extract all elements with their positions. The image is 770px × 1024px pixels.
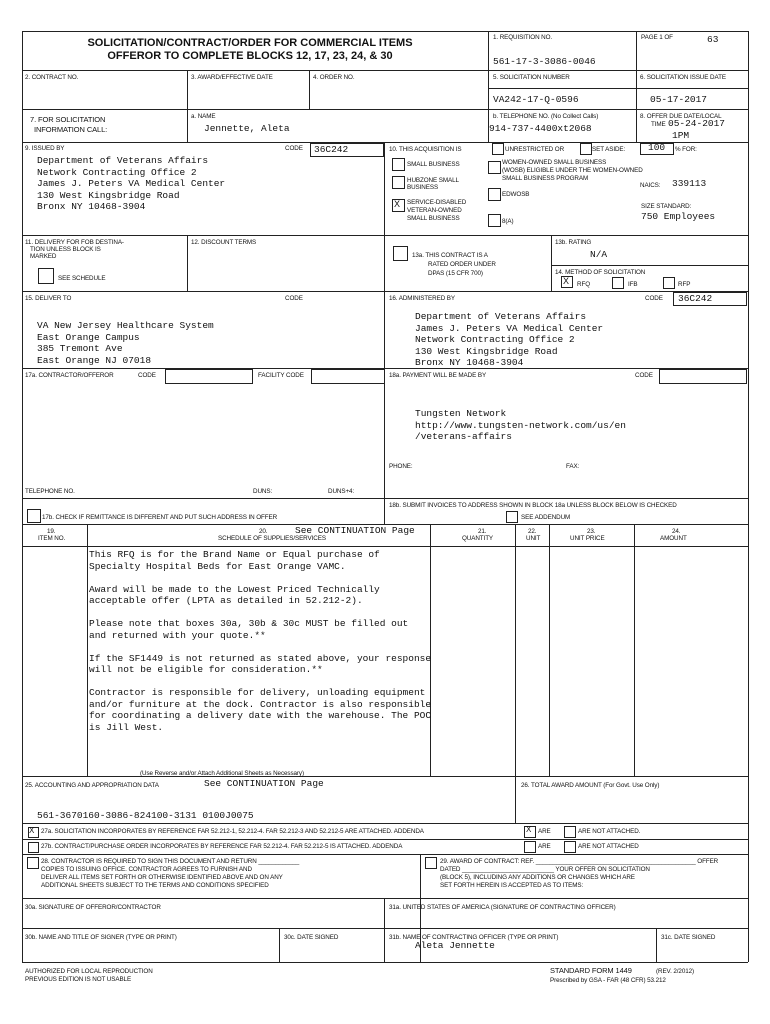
clause-28-line1: 28. CONTRACTOR IS REQUIRED TO SIGN THIS DOCUMENT AND RETURN ____________ [41, 858, 300, 865]
sdvosb-label1: SERVICE-DISABLED [407, 199, 467, 206]
col20-header: SCHEDULE OF SUPPLIES/SERVICES [218, 535, 326, 542]
small-business-checkbox[interactable] [392, 158, 405, 171]
sdvosb-check-mark: X [394, 199, 400, 209]
small-business-label: SMALL BUSINESS [407, 161, 460, 168]
deliver-line-4: East Orange NJ 07018 [37, 354, 152, 366]
wosb-label3: SMALL BUSINESS PROGRAM [502, 175, 589, 182]
rated-label3: DPAS (15 CFR 700) [428, 270, 483, 277]
payment-code-label: CODE [635, 372, 653, 379]
setaside-label: SET ASIDE: [592, 146, 626, 153]
acquisition-label: 10. THIS ACQUISITION IS [389, 146, 462, 153]
naics-value[interactable]: 339113 [672, 178, 707, 189]
standard-form-label: STANDARD FORM 1449 [550, 966, 632, 975]
submit-invoices-label: 18b. SUBMIT INVOICES TO ADDRESS SHOWN IN BLOCK 18a UNLESS BLOCK BELOW IS CHECKED [389, 502, 677, 509]
schedule-line: If the SF1449 is not returned as stated above, your response [89, 652, 432, 664]
clause-29-line4: SET FORTH HEREIN IS ACCEPTED AS TO ITEMS: [440, 882, 584, 889]
remittance-checkbox[interactable] [27, 509, 41, 523]
schedule-line: and returned with your quote.** [89, 629, 266, 641]
clause-28-checkbox[interactable] [27, 857, 39, 869]
admin-line-1: Department of Veterans Affairs [415, 311, 587, 322]
contact-name-label: a. NAME [191, 113, 216, 120]
form-revision: (REV. 2/2012) [656, 968, 695, 975]
officer-signature-label: 31a. UNITED STATES OF AMERICA (SIGNATURE OF CONTRACTING OFFICER) [389, 904, 616, 911]
time-label: TIME [651, 121, 666, 128]
rated-label2: RATED ORDER UNDER [428, 261, 496, 268]
order-no-label: 4. ORDER NO. [313, 74, 355, 81]
clause-27b-are-label: ARE [538, 843, 551, 850]
payment-line-2: http://www.tungsten-network.com/us/en [415, 419, 626, 431]
clause-28-line2: COPIES TO ISSUING OFFICE. CONTRACTOR AGREES TO FURNISH AND [41, 866, 252, 873]
wosb-label2: (WOSB) ELIGIBLE UNDER THE WOMEN-OWNED [502, 167, 643, 174]
admin-line-3: Network Contracting Office 2 [415, 334, 575, 345]
col23-number: 23. [587, 528, 596, 535]
clause-28-line4: ADDITIONAL SHEETS SUBJECT TO THE TERMS AND CONDITIONS SPECIFIED [41, 882, 269, 889]
admin-line-4: 130 West Kingsbridge Road [415, 345, 558, 357]
rfp-label: RFP [678, 281, 691, 288]
contact-name-value[interactable]: Jennette, Aleta [204, 123, 290, 134]
sdvosb-label2: VETERAN-OWNED [407, 207, 462, 214]
size-standard-label: SIZE STANDARD: [641, 203, 692, 210]
fax-label: FAX: [566, 463, 580, 470]
ifb-label: IFB [628, 281, 638, 288]
clause-29-line2: DATED ___________________________ YOUR OFFER ON SOLICITATION [440, 866, 650, 873]
col19-number: 19. [47, 528, 56, 535]
setaside-pct-value[interactable]: 100 [648, 142, 666, 153]
previous-edition-note: PREVIOUS EDITION IS NOT USABLE [25, 976, 132, 983]
deliver-line-1: VA New Jersey Healthcare System [37, 320, 214, 331]
rfp-checkbox[interactable] [663, 277, 675, 289]
eight-a-checkbox[interactable] [488, 214, 501, 227]
form-title-line2: OFFEROR TO COMPLETE BLOCKS 12, 17, 23, 24, & 30 [107, 50, 393, 62]
accounting-value[interactable]: 561-3670160-3086-824100-3131 0100J0075 [37, 810, 254, 821]
admin-line-5: Bronx NY 10468-3904 [415, 357, 524, 368]
ifb-checkbox[interactable] [612, 277, 624, 289]
accounting-continuation: See CONTINUATION Page [204, 778, 324, 789]
prescribed-by-note: Prescribed by GSA - FAR (48 CFR) 53.212 [550, 977, 666, 984]
issue-date-value[interactable]: 05-17-2017 [650, 94, 708, 105]
offer-due-time[interactable]: 1PM [672, 130, 690, 141]
telephone-no-label: TELEPHONE NO. [25, 488, 75, 495]
edwosb-checkbox[interactable] [488, 188, 501, 201]
col21-number: 21. [478, 528, 487, 535]
form-title-line1: SOLICITATION/CONTRACT/ORDER FOR COMMERCIAL ITEMS [87, 37, 413, 49]
see-addendum-checkbox[interactable] [506, 511, 518, 523]
col23-header: UNIT PRICE [570, 535, 605, 542]
signer-date-label: 30c. DATE SIGNED [284, 934, 339, 941]
schedule-line: Award will be made to the Lowest Priced Technically [89, 583, 380, 595]
contract-no-label: 2. CONTRACT NO. [25, 74, 79, 81]
fob-label1: 11. DELIVERY FOR FOB DESTINA- [25, 239, 124, 246]
clause-29-line1: 29. AWARD OF CONTRACT: REF. _______________________________________________ OFFER [440, 858, 719, 865]
rated-order-checkbox[interactable] [393, 246, 408, 261]
requisition-label: 1. REQUISITION NO. [493, 34, 553, 41]
setaside-pct-label: % FOR: [675, 146, 697, 153]
officer-name-value[interactable]: Aleta Jennette [415, 940, 495, 951]
wosb-label1: WOMEN-OWNED SMALL BUSINESS [502, 159, 607, 166]
issued-line-4: 130 West Kingsbridge Road [37, 189, 180, 201]
issued-line-1: Department of Veterans Affairs [37, 155, 209, 166]
fob-label2: TION UNLESS BLOCK IS [30, 246, 101, 253]
solicitation-method-label: 14. METHOD OF SOLICITATION [555, 269, 646, 276]
size-standard-value[interactable]: 750 Employees [641, 211, 716, 222]
rated-label1: 13a. THIS CONTRACT IS A [412, 252, 488, 259]
col20-number: 20. [259, 528, 268, 535]
hubzone-label2: BUSINESS [407, 184, 439, 191]
schedule-line: will not be eligible for consideration.** [89, 664, 323, 675]
eight-a-label: 8(A) [502, 218, 514, 225]
admin-code-label: CODE [645, 295, 663, 302]
page-total: 63 [707, 34, 719, 45]
schedule-line: Please note that boxes 30a, 30b & 30c MUST be filled out [89, 618, 409, 629]
hubzone-label1: HUBZONE SMALL [407, 177, 459, 184]
issue-date-label: 6. SOLICITATION ISSUE DATE [640, 74, 726, 81]
wosb-checkbox[interactable] [488, 161, 501, 174]
clause-27b-not-checkbox[interactable] [564, 841, 576, 853]
fob-label3: MARKED [30, 253, 57, 260]
clause-27a-not-checkbox[interactable] [564, 826, 576, 838]
col22-header: UNIT [526, 535, 541, 542]
deliver-line-2: East Orange Campus [37, 331, 140, 343]
rating-value[interactable]: N/A [590, 249, 608, 260]
clause-27b-not-label: ARE NOT ATTACHED [578, 843, 639, 850]
facility-code-label: FACILITY CODE [258, 372, 304, 379]
duns4-label: DUNS+4: [328, 488, 355, 495]
telephone-label: b. TELEPHONE NO. (No Collect Calls) [493, 113, 599, 120]
signer-name-label: 30b. NAME AND TITLE OF SIGNER (TYPE OR PRINT) [25, 934, 177, 941]
facility-code-box[interactable] [311, 369, 385, 384]
administered-by-label: 16. ADMINISTERED BY [389, 295, 455, 302]
phone-label: PHONE: [389, 463, 413, 470]
schedule-line: and/or furniture at the dock. Contractor is also responsible [89, 698, 432, 710]
col19-header: ITEM NO. [38, 535, 66, 542]
schedule-line: Specialty Hospital Beds for East Orange VAMC. [89, 560, 346, 572]
duns-label: DUNS: [253, 488, 273, 495]
award-date-label: 3. AWARD/EFFECTIVE DATE [191, 74, 273, 81]
col21-header: QUANTITY [462, 535, 494, 542]
issued-code-label: CODE [285, 145, 303, 152]
contractor-label: 17a. CONTRACTOR/OFFEROR [25, 372, 114, 379]
telephone-value[interactable]: 914-737-4400xt2068 [489, 123, 592, 134]
issued-line-2: Network Contracting Office 2 [37, 166, 197, 178]
col22-number: 22. [528, 528, 537, 535]
page-label: PAGE 1 OF [641, 34, 673, 41]
sdvosb-label3: SMALL BUSINESS [407, 215, 460, 222]
clause-27a-are-mark: X [526, 825, 532, 834]
contractor-code-label: CODE [138, 372, 156, 379]
payment-line-1: Tungsten Network [415, 408, 507, 419]
deliver-code-label: CODE [285, 295, 303, 302]
schedule-line: for coordinating a delivery date with the warehouse. The POC [89, 710, 432, 721]
clause-29-line3: (BLOCK 5), INCLUDING ANY ADDITIONS OR CHANGES WHICH ARE [440, 874, 635, 881]
issued-code-value[interactable]: 36C242 [314, 144, 349, 155]
schedule-line: acceptable offer (LPTA as detailed in 52.212-2). [89, 595, 363, 606]
unrestricted-checkbox[interactable] [492, 143, 504, 155]
clause-27a-not-label: ARE NOT ATTACHED. [578, 828, 641, 835]
remittance-label: 17b. CHECK IF REMITTANCE IS DIFFERENT AND PUT SUCH ADDRESS IN OFFER [42, 514, 278, 521]
clause-27b-checkbox[interactable] [28, 842, 39, 853]
schedule-continuation: See CONTINUATION Page [295, 525, 415, 536]
admin-line-2: James J. Peters VA Medical Center [415, 322, 604, 334]
offer-due-date[interactable]: 05-24-2017 [668, 118, 726, 129]
schedule-line: Contractor is responsible for delivery, unloading equipment [89, 687, 426, 698]
solicitation-number-value[interactable]: VA242-17-Q-0596 [493, 94, 579, 105]
rfq-check-mark: X [563, 276, 569, 286]
naics-label: NAICS: [640, 182, 661, 189]
clause-27a-are-label: ARE [538, 828, 551, 835]
solicitation-number-label: 5. SOLICITATION NUMBER [493, 74, 570, 81]
issued-line-5: Bronx NY 10468-3904 [37, 201, 146, 212]
col24-header: AMOUNT [660, 535, 687, 542]
see-addendum-label: SEE ADDENDUM [521, 514, 571, 521]
edwosb-label: EDWOSB [502, 191, 530, 198]
hubzone-checkbox[interactable] [392, 176, 405, 189]
local-reproduction-note: AUTHORIZED FOR LOCAL REPRODUCTION [25, 968, 153, 975]
payment-code-box[interactable] [659, 369, 747, 384]
reverse-note: (Use Reverse and/or Attach Additional Sheets as Necessary) [140, 770, 304, 777]
payment-label: 18a. PAYMENT WILL BE MADE BY [389, 372, 487, 379]
officer-name-label: 31b. NAME OF CONTRACTING OFFICER (TYPE OR PRINT) [389, 934, 559, 941]
officer-date-label: 31c. DATE SIGNED [661, 934, 716, 941]
issued-by-label: 9. ISSUED BY [25, 145, 65, 152]
solicitation-info-label1: 7. FOR SOLICITATION [30, 115, 106, 124]
admin-code-value[interactable]: 36C242 [678, 293, 713, 304]
see-schedule-label: SEE SCHEDULE [58, 275, 106, 282]
total-award-label: 26. TOTAL AWARD AMOUNT (For Govt. Use Only) [521, 782, 660, 789]
deliver-line-3: 385 Tremont Ave [37, 343, 123, 354]
payment-line-3: /veterans-affairs [415, 431, 512, 442]
schedule-line: This RFQ is for the Brand Name or Equal purchase of [89, 549, 380, 560]
setaside-checkbox[interactable] [580, 143, 592, 155]
accounting-label: 25. ACCOUNTING AND APPROPRIATION DATA [25, 782, 159, 789]
clause-27a-label: 27a. SOLICITATION INCORPORATES BY REFERENCE FAR 52.212-1, 52.212-4. FAR 52.212-3 AND 52.212-5 ARE ATTACHED. ADDENDA [41, 828, 424, 835]
clause-29-checkbox[interactable] [425, 857, 437, 869]
schedule-line: is Jill West. [89, 721, 164, 733]
offeror-signature-label: 30a. SIGNATURE OF OFFEROR/CONTRACTOR [25, 904, 161, 911]
requisition-value[interactable]: 561-17-3-3086-0046 [493, 56, 596, 67]
issued-line-3: James J. Peters VA Medical Center [37, 178, 226, 189]
col24-number: 24. [672, 528, 681, 535]
clause-28-line3: DELIVER ALL ITEMS SET FORTH OR OTHERWISE IDENTIFIED ABOVE AND ON ANY [41, 874, 283, 881]
solicitation-info-label2: INFORMATION CALL: [34, 125, 108, 134]
see-schedule-checkbox[interactable] [38, 268, 54, 284]
deliver-to-label: 15. DELIVER TO [25, 295, 72, 302]
contractor-code-box[interactable] [165, 369, 253, 384]
clause-27b-are-checkbox[interactable] [524, 841, 536, 853]
offer-due-label: 8. OFFER DUE DATE/LOCAL [640, 113, 722, 120]
clause-27b-label: 27b. CONTRACT/PURCHASE ORDER INCORPORATES BY REFERENCE FAR 52.212-4. FAR 52.212-5 IS ATTACHED. ADDENDA [41, 843, 403, 850]
rating-label: 13b. RATING [555, 239, 592, 246]
clause-27a-mark: X [29, 826, 35, 835]
rfq-label: RFQ [577, 281, 590, 288]
discount-terms-label: 12. DISCOUNT TERMS [191, 239, 257, 246]
unrestricted-label: UNRESTRICTED OR [505, 146, 565, 153]
